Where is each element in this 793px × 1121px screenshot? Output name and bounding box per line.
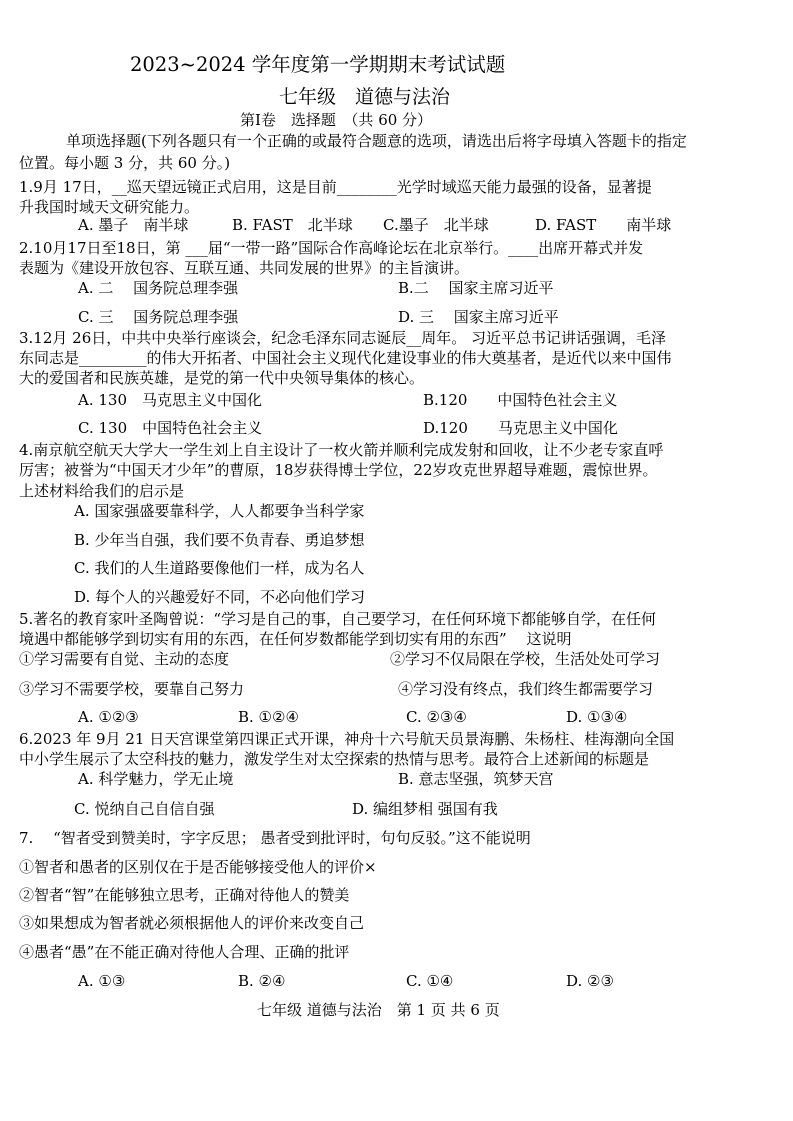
question-stem: 表题为《建设开放包容、互联互通、共同发展的世界》的主旨演讲。 (19, 259, 470, 277)
option-d: D. 编组梦相 强国有我 (352, 800, 498, 818)
question-stem: 境遇中都能够学到切实有用的东西，在任何岁数都能学到切实有用的东西” 这说明 (19, 630, 572, 648)
statement-1: ①学习需要有自觉、主动的态度 (19, 650, 230, 668)
option-c: C. 悦纳自己自信自强 (74, 800, 215, 818)
option-b: B. 意志坚强，筑梦天宫 (398, 770, 554, 788)
option-b: B. ②④ (238, 972, 286, 990)
statement-4: ④愚者“愚”在不能正确对待他人合理、正确的批评 (19, 943, 350, 961)
option-b: B. ①②④ (238, 708, 299, 726)
option-c: C. 三 国务院总理李强 (78, 308, 239, 326)
question-stem: 中小学生展示了太空科技的魅力，激发学生对太空探索的热情与思考。最符合上述新闻的标题是 (19, 750, 650, 768)
option-d: D. 三 国家主席习近平 (398, 308, 559, 326)
option-a: A. 墨子 南半球 (78, 216, 189, 234)
instructions-line: 单项选择题(下列各题只有一个正确的或最符合题意的选项，请选出后将字母填入答题卡的指定 (66, 132, 687, 150)
question-stem: 5.著名的教育家叶圣陶曾说：“学习是自己的事，自己要学习，在任何环境下都能够自学，在任何 (19, 610, 656, 628)
option-a: A. 二 国务院总理李强 (78, 279, 239, 297)
option-d: D. FAST 南半球 (535, 216, 672, 234)
section-heading: 第Ⅰ卷 选择题 （共 60 分） (240, 111, 433, 129)
exam-title: 2023~2024 学年度第一学期期末考试试题 (130, 53, 506, 76)
option-d: D. ②③ (566, 972, 614, 990)
statement-2: ②学习不仅局限在学校，生活处处可学习 (390, 650, 661, 668)
option-c: C.墨子 北半球 (383, 216, 489, 234)
option-a: A. 科学魅力，学无止境 (78, 770, 234, 788)
option-c: C. ①④ (406, 972, 454, 990)
option-b: B.120 中国特色社会主义 (423, 391, 618, 409)
option-a: A. ①③ (78, 972, 126, 990)
question-stem: 3.12月 26日，中共中央举行座谈会，纪念毛泽东同志诞辰__周年。 习近平总书记讲话强调，毛泽 (19, 329, 667, 347)
statement-1: ①智者和愚者的区别仅在于是否能够接受他人的评价× (19, 858, 377, 876)
question-stem: 东同志是_________的伟大开拓者、中国社会主义现代化建设事业的伟大奠基者，是近代以来中国伟 (19, 349, 672, 367)
option-a: A. 国家强盛要靠科学，人人都要争当科学家 (74, 502, 365, 520)
question-stem: 4.南京航空航天大学大一学生刘上自主设计了一枚火箭并顺利完成发射和回收，让不少老专家直呼 (19, 441, 664, 459)
option-a: A. 130 马克思主义中国化 (78, 391, 262, 409)
option-b: B. FAST 北半球 (232, 216, 353, 234)
question-stem: 6.2023 年 9月 21 日天宫课堂第四课正式开课，神舟十六号航天员景海鹏、朱杨柱、桂海潮向全国 (19, 730, 675, 748)
question-stem: 1.9月 17日，__巡天望远镜正式启用，这是目前________光学时域巡天能力最强的设备，显著提 (19, 178, 652, 196)
option-c: C. ②③④ (406, 708, 467, 726)
option-c: C. 我们的人生道路要像他们一样，成为名人 (74, 559, 365, 577)
question-stem: 升我国时域天文研究能力。 (19, 198, 200, 216)
statement-3: ③学习不需要学校，要靠自己努力 (19, 680, 245, 698)
question-stem: 2.10月17日至18日，第 ___届“一带一路”国际合作高峰论坛在北京举行。____出席开幕式并发 (19, 239, 644, 257)
question-stem: 上述材料给我们的启示是 (19, 482, 185, 500)
option-a: A. ①②③ (78, 708, 139, 726)
option-b: B.二 国家主席习近平 (398, 279, 554, 297)
option-d: D. ①③④ (566, 708, 628, 726)
option-c: C. 130 中国特色社会主义 (78, 419, 263, 437)
option-d: D. 每个人的兴趣爱好不同，不必向他们学习 (74, 588, 366, 606)
statement-3: ③如果想成为智者就必须根据他人的评价来改变自己 (19, 914, 365, 932)
question-stem: 厉害；被誉为“中国天才少年”的曹原，18岁获得博士学位，22岁攻克世界超导难题，震惊世界。 (19, 461, 658, 479)
instructions-line: 位置。每小题 3 分，共 60 分。) (19, 154, 231, 172)
statement-2: ②智者“智”在能够独立思考，正确对待他人的赞美 (19, 886, 350, 904)
option-d: D.120 马克思主义中国化 (423, 419, 618, 437)
option-b: B. 少年当自强，我们要不负青春、勇追梦想 (74, 531, 365, 549)
page-footer: 七年级 道德与法治 第 1 页 共 6 页 (257, 1001, 500, 1019)
exam-subtitle: 七年级 道德与法治 (279, 86, 451, 108)
question-stem: 大的爱国者和民族英雄，是党的第一代中央领导集体的核心。 (19, 369, 425, 387)
question-stem: 7. “智者受到赞美时，字字反思； 愚者受到批评时，句句反驳。”这不能说明 (19, 829, 531, 847)
statement-4: ④学习没有终点，我们终生都需要学习 (398, 680, 654, 698)
